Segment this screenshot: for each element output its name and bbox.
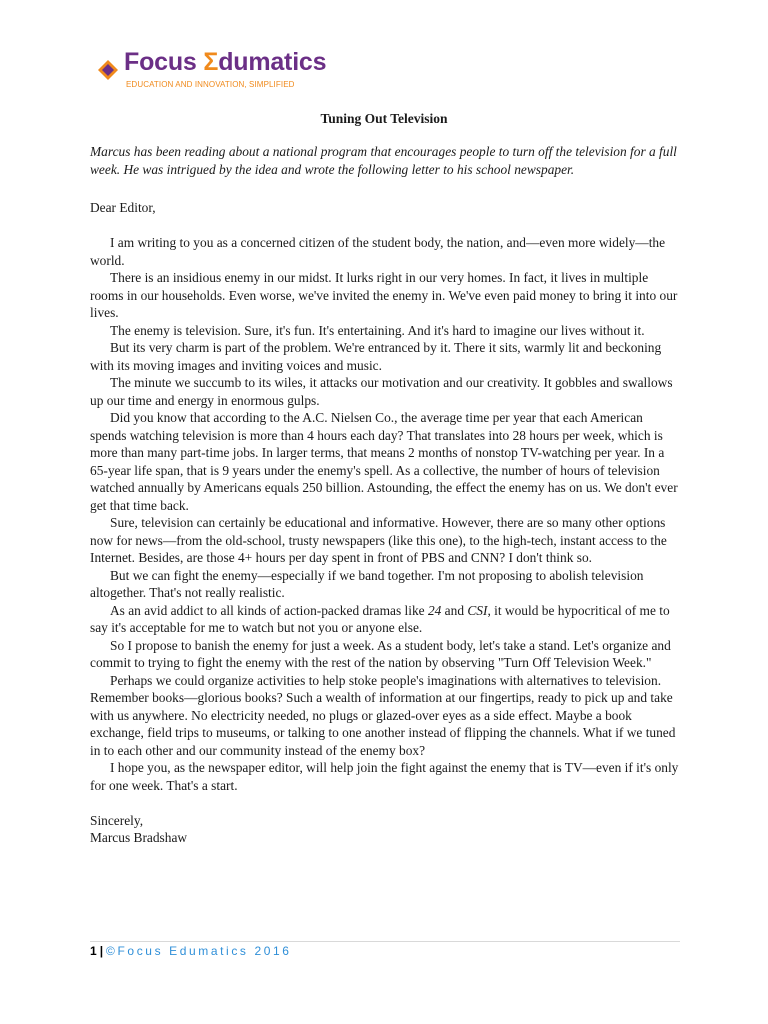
letter-paragraph: Perhaps we could organize activities to help stoke people's imaginations with alternatives to television. Remember books—glorious books? Such a wealth of information at our fingertips, ready to pick up and take with us anywhere. No electricity needed, no plugs or glazed-over eyes as a side effect. Maybe a book exchange, field trips to museums, or talking to one another instead of flipping the channels. What if we tuned in to each other and our community instead of the enemy box? [90, 672, 676, 758]
footer-copyright: ©Focus Edumatics 2016 [106, 944, 292, 958]
letter-paragraph: The enemy is television. Sure, it's fun. It's entertaining. And it's hard to imagine our lives without it. [110, 322, 645, 338]
show-title: CSI [467, 602, 488, 618]
footer-separator: | [99, 944, 104, 958]
page-number: 1 [90, 944, 97, 958]
letter-paragraph: But its very charm is part of the problem. We're entranced by it. There it sits, warmly lit and beckoning with its moving images and inviting voices and music. [90, 340, 662, 373]
letter-paragraph-shows: As an avid addict to all kinds of action-packed dramas like 24 and CSI, it would be hypocritical of me to say it's acceptable for me to watch but not you or anyone else. [90, 602, 670, 635]
letter-signature: Marcus Bradshaw [90, 830, 188, 845]
diamond-logo-icon [98, 60, 118, 80]
footer-divider [90, 941, 680, 942]
letter-paragraph: So I propose to banish the enemy for just a week. As a student body, let's take a stand. Let's organize and commit to trying to fight the enemy with the rest of the nation by observing "Turn Off Television Week." [90, 637, 671, 670]
letter-paragraph: But we can fight the enemy—especially if we band together. I'm not proposing to abolish television altogether. That's not really realistic. [90, 567, 644, 600]
page-footer [90, 944, 292, 958]
letter-paragraph: I am writing to you as a concerned citizen of the student body, the nation, and—even more widely—the world. [90, 235, 666, 268]
letter-paragraph: Did you know that according to the A.C. Nielsen Co., the average time per year that each American spends watching television is more than 4 hours each day? That translates into 28 hours per week, which is more than many part-time jobs. In larger terms, that means 2 months of nonstop TV-watching per year. In a 65-year life span, that is 9 years under the enemy's spell. As a collective, the number of hours of television watched annually by Americans equals 250 billion. Astounding, the effect the enemy has on us. We don't ever get that time back. [90, 410, 678, 513]
letter-paragraph: The minute we succumb to its wiles, it attacks our motivation and our creativity. It gobbles and swallows up our time and energy in enormous gulps. [90, 375, 673, 408]
logo-tagline: EDUCATION AND INNOVATION, SIMPLIFIED [126, 80, 295, 89]
letter-paragraph: Sure, television can certainly be educational and informative. However, there are so many other options now for news—from the old-school, trusty newspapers (like this one), to the high-tech, instant access to the Internet. Besides, are those 4+ hours per day spent in front of PBS and CNN? I don't think so. [90, 515, 667, 565]
intro-text: Marcus has been reading about a national program that encourages people to turn off the television for a full week. He was intrigued by the idea and wrote the following letter to his school newspaper. [90, 144, 677, 177]
letter-closing: Sincerely, [90, 812, 144, 828]
letter-greeting: Dear Editor, [90, 200, 156, 215]
logo-wordmark: Focus Σdumatics [124, 48, 327, 76]
letter-paragraph: There is an insidious enemy in our midst. It lurks right in our very homes. In fact, it lives in multiple rooms in our households. Even worse, we've invited the enemy in. We've even paid money to bring it into our lives. [90, 270, 678, 320]
show-title: 24 [427, 602, 442, 618]
document-title: Tuning Out Television [320, 111, 448, 126]
letter-body [90, 199, 680, 847]
company-logo [94, 46, 327, 96]
letter-paragraph: I hope you, as the newspaper editor, will help join the fight against the enemy that is TV—even if it's only for one week. That's a start. [90, 760, 679, 793]
